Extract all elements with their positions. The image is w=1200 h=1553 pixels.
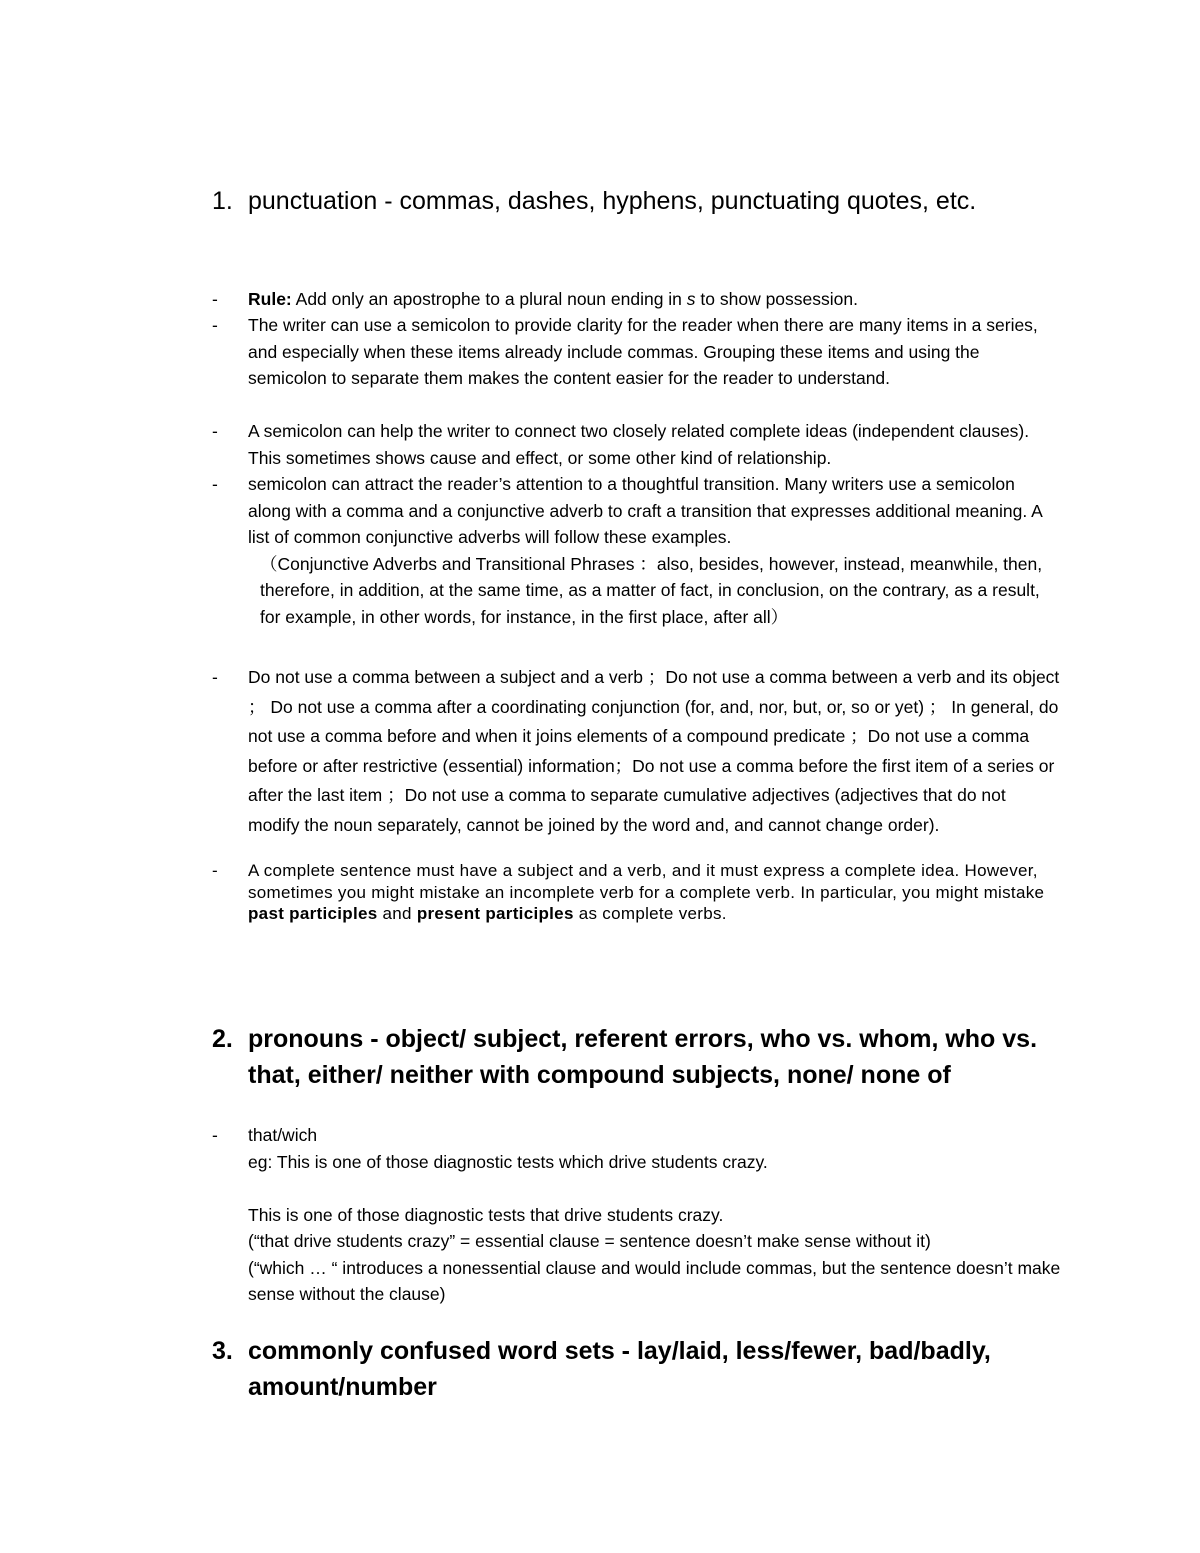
- transition-paragraph: semicolon can attract the reader’s attention to a thoughtful transition. Many writers use a semicolon along with a comma and a conjunctive adverb to craft a transition that expresses additional meaning. A list of common conjunctive adverbs will follow these examples.: [248, 474, 1042, 547]
- bullet-text: Do not use a comma between a subject and a verb ；Do not use a comma between a verb and its object ； Do not use a comma after a coordinating conjunction (for, and, nor, but, or, so or yet) ； In general, do not use a comma before and when it joins elements of a compound predicate ；Do not use a comma before or after restrictive (essential) information；Do not use a comma before the first item of a series or after the last item ；Do not use a comma to separate cumulative adjectives (adjectives that do not modify the noun separately, cannot be joined by the word and, and cannot change order).: [248, 667, 1060, 835]
- corrected-example: This is one of those diagnostic tests that drive students crazy.: [248, 1204, 724, 1225]
- dash-marker: -: [212, 289, 218, 309]
- section-number: 3.: [212, 1337, 233, 1365]
- dash-marker: -: [212, 474, 218, 494]
- sentence-text-b: and: [377, 904, 417, 923]
- section-title: punctuation - commas, dashes, hyphens, punctuating quotes, etc.: [248, 187, 977, 215]
- rule-text-b: to show possession.: [695, 289, 858, 309]
- section-1-heading: [212, 183, 1072, 219]
- bullet-complete-sentence: [212, 860, 1062, 925]
- section-number: 1.: [212, 187, 233, 215]
- topic-line: that/wich: [248, 1125, 318, 1145]
- example-line: eg: This is one of those diagnostic tests which drive students crazy.: [248, 1151, 768, 1172]
- bullet-that-which: [212, 1122, 1062, 1308]
- bullet-text: [248, 860, 1062, 925]
- past-participles-term: past participles: [248, 904, 378, 923]
- bullet-text: [248, 1122, 1062, 1308]
- dash-marker: -: [212, 315, 218, 335]
- bullet-semicolon-transition: [212, 471, 1062, 630]
- conjunctive-adverbs-list: （Conjunctive Adverbs and Transitional Phrases ：also, besides, however, instead, meanwhile, then, therefore, in addition, at the same time, as a matter of fact, in conclusion, on the contrary, as a result, for example, in other words, for instance, in the first place, after all）: [260, 553, 1043, 627]
- bullet-semicolon-connect: [212, 418, 1062, 471]
- section-title: pronouns - object/ subject, referent errors, who vs. whom, who vs. that, either/ neither with compound subjects, none/ none of: [248, 1025, 1038, 1089]
- dash-marker: -: [212, 421, 218, 441]
- essential-clause-note: (“that drive students crazy” = essential clause = sentence doesn’t make sense without it): [248, 1231, 931, 1251]
- spacer: [248, 1175, 1062, 1202]
- rule-label: Rule:: [248, 289, 292, 309]
- nonessential-clause-note: (“which … “ introduces a nonessential clause and would include commas, but the sentence doesn’t make sense without the clause): [248, 1257, 1061, 1304]
- section-title: commonly confused word sets - lay/laid, less/fewer, bad/badly, amount/number: [248, 1337, 991, 1401]
- rule-italic: s: [686, 289, 696, 309]
- bullet-text: The writer can use a semicolon to provide clarity for the reader when there are many items in a series, and especially when these items already include commas. Grouping these items and using the semicolon to separate them makes the content easier for the reader to understand.: [248, 315, 1038, 388]
- section-3-heading: [212, 1333, 1072, 1405]
- bullet-text: A semicolon can help the writer to connect two closely related complete ideas (independent clauses). This sometimes shows cause and effect, or some other kind of relationship.: [248, 421, 1030, 468]
- bullet-apostrophe-rule: [212, 286, 1062, 313]
- dash-marker: -: [212, 861, 218, 880]
- dash-marker: -: [212, 1125, 218, 1145]
- sentence-text-a: A complete sentence must have a subject and a verb, and it must express a complete idea. However, sometimes you might mistake an incomplete verb for a complete verb. In particular, you might mistake: [248, 861, 1045, 902]
- bullet-comma-rules: [212, 663, 1062, 840]
- present-participles-term: present participles: [416, 904, 574, 923]
- rule-text-a: Add only an apostrophe to a plural noun ending in: [291, 289, 687, 309]
- bullet-text: [248, 286, 1062, 313]
- sentence-text-c: as complete verbs.: [573, 904, 727, 923]
- section-number: 2.: [212, 1025, 233, 1053]
- section-2-heading: [212, 1021, 1072, 1093]
- dash-marker: -: [212, 667, 218, 687]
- bullet-text: [248, 471, 1062, 630]
- bullet-semicolon-clarity: [212, 312, 1062, 392]
